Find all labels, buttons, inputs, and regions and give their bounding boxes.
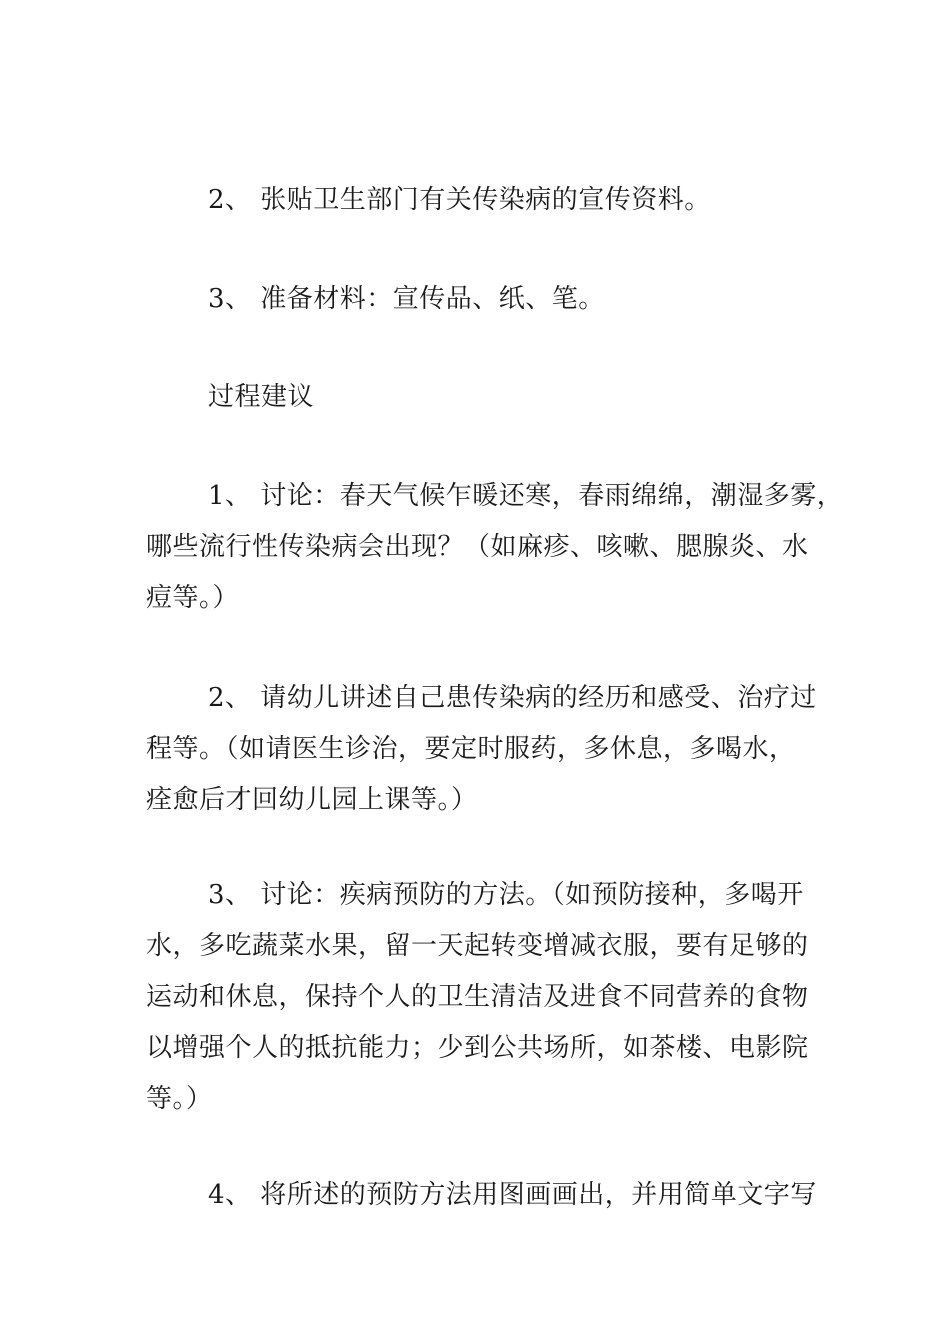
section-heading (208, 372, 878, 423)
text-line: 3、 准备材料：宣传品、纸、笔。 (208, 284, 605, 314)
text-line: 以增强个人的抵抗能力；少到公共场所，如茶楼、电影院 (146, 1033, 809, 1063)
paragraph-prep-item-3 (208, 274, 878, 325)
paragraph-step-2 (146, 673, 816, 826)
text-line: 2、 张贴卫生部门有关传染病的宣传资料。 (208, 185, 711, 215)
paragraph-step-1 (146, 471, 844, 624)
text-line: 2、 请幼儿讲述自己患传染病的经历和感受、治疗过 (208, 683, 817, 713)
text-line: 1、 讨论：春天气候乍暖还寒，春雨绵绵，潮湿多雾， (208, 481, 844, 511)
text-line: 过程建议 (208, 382, 315, 412)
text-line: 4、 将所述的预防方法用图画画出，并用简单文字写 (208, 1180, 817, 1210)
text-line: 水，多吃蔬菜水果，留一天起转变增减衣服，要有足够的 (146, 931, 809, 961)
paragraph-prep-item-2 (208, 175, 878, 226)
text-line: 3、 讨论：疾病预防的方法。（如预防接种，多喝开 (208, 880, 804, 910)
paragraph-step-3 (146, 870, 816, 1125)
text-line: 程等。（如请医生诊治，要定时服药，多休息，多喝水， (146, 734, 796, 764)
text-line: 运动和休息，保持个人的卫生清洁及进食不同营养的食物 (146, 982, 809, 1012)
text-line: 痘等。） (146, 583, 240, 613)
paragraph-step-4 (146, 1170, 816, 1221)
text-line: 等。） (146, 1084, 213, 1114)
text-line: 哪些流行性传染病会出现？（如麻疹、咳嗽、腮腺炎、水 (146, 532, 809, 562)
text-line: 痊愈后才回幼儿园上课等。） (146, 785, 478, 815)
